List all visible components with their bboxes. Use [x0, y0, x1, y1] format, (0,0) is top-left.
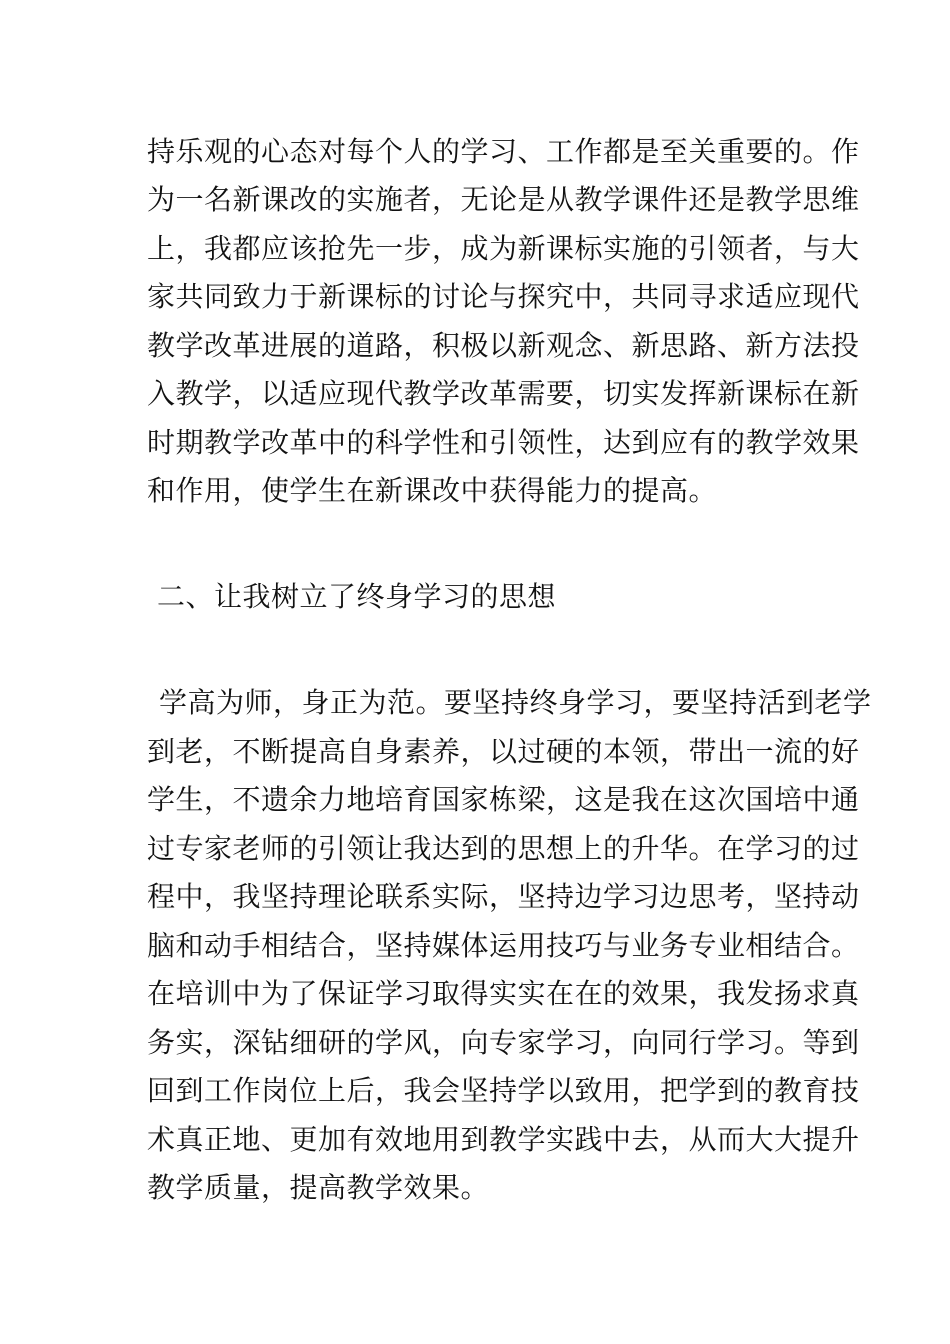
paragraph-line: 教学改革进展的道路，积极以新观念、新思路、新方法投	[147, 329, 860, 362]
paragraph-line: 到老，不断提高自身素养，以过硬的本领，带出一流的好	[147, 735, 860, 768]
paragraph-line: 学生，不遗余力地培育国家栋梁，这是我在这次国培中通	[147, 783, 860, 816]
paragraph-line: 脑和动手相结合，坚持媒体运用技巧与业务专业相结合。	[147, 929, 860, 962]
paragraph-line: 上，我都应该抢先一步，成为新课标实施的引领者，与大	[147, 232, 860, 265]
paragraph-line: 教学质量，提高教学效果。	[147, 1171, 490, 1204]
paragraph-line: 术真正地、更加有效地用到教学实践中去，从而大大提升	[147, 1123, 860, 1156]
paragraph-line: 学高为师，身正为范。要坚持终身学习，要坚持活到老学	[159, 686, 872, 719]
paragraph-line: 在培训中为了保证学习取得实实在在的效果，我发扬求真	[147, 977, 860, 1010]
paragraph-line: 家共同致力于新课标的讨论与探究中，共同寻求适应现代	[147, 280, 860, 313]
paragraph-line: 程中，我坚持理论联系实际，坚持边学习边思考，坚持动	[147, 880, 860, 913]
paragraph-line: 和作用，使学生在新课改中获得能力的提高。	[147, 474, 718, 507]
section-heading: 二、让我树立了终身学习的思想	[157, 580, 557, 613]
paragraph-line: 回到工作岗位上后，我会坚持学以致用，把学到的教育技	[147, 1074, 860, 1107]
paragraph-line: 为一名新课改的实施者，无论是从教学课件还是教学思维	[147, 183, 860, 216]
paragraph-line: 持乐观的心态对每个人的学习、工作都是至关重要的。作	[147, 135, 860, 168]
paragraph-line: 入教学，以适应现代教学改革需要，切实发挥新课标在新	[147, 377, 860, 410]
paragraph-line: 时期教学改革中的科学性和引领性，达到应有的教学效果	[147, 426, 860, 459]
paragraph-line: 务实，深钻细研的学风，向专家学习，向同行学习。等到	[147, 1026, 860, 1059]
paragraph-line: 过专家老师的引领让我达到的思想上的升华。在学习的过	[147, 832, 860, 865]
